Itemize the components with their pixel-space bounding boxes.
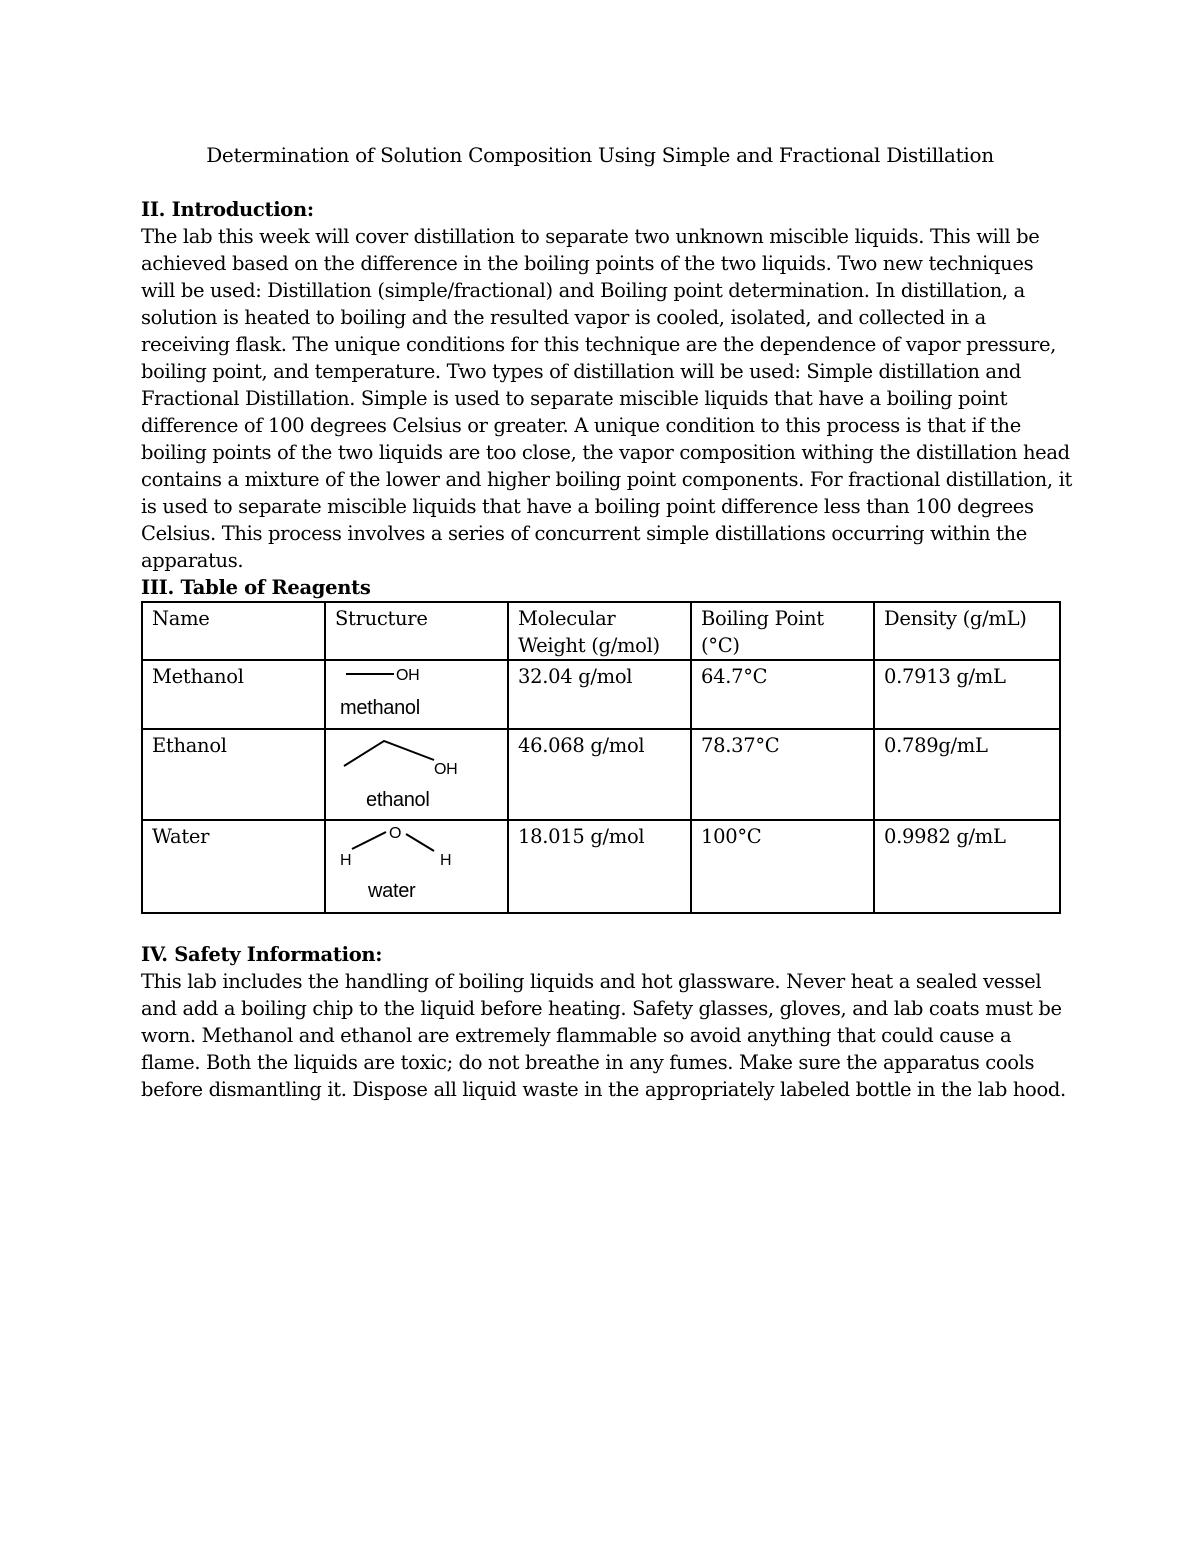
boiling-point: 100°C [691, 820, 874, 913]
boiling-point: 64.7°C [691, 660, 874, 729]
introduction-line: is used to separate miscible liquids that have a boiling point difference less than 100 degrees [141, 495, 1034, 518]
ethanol-structure [326, 730, 507, 812]
document-title: Determination of Solution Composition Using Simple and Fractional Distillation [206, 143, 994, 167]
introduction-line: receiving flask. The unique conditions for this technique are the dependence of vapor pressure, [141, 333, 1056, 356]
column-header: Name [142, 602, 325, 660]
introduction-line: achieved based on the difference in the boiling points of the two liquids. Two new techniques [141, 252, 1034, 275]
methanol-structure [326, 661, 507, 721]
hydroxyl-label: OH [434, 761, 458, 778]
density: 0.9982 g/mL [874, 820, 1060, 913]
column-header: Structure [325, 602, 508, 660]
introduction-line: boiling points of the two liquids are too close, the vapor composition withing the distillation head [141, 441, 1070, 464]
introduction-line: The lab this week will cover distillation to separate two unknown miscible liquids. This will be [141, 225, 1040, 248]
density: 0.7913 g/mL [874, 660, 1060, 729]
introduction-line: solution is heated to boiling and the resulted vapor is cooled, isolated, and collected in a [141, 306, 986, 329]
bond-line [352, 832, 386, 849]
safety-line: and add a boiling chip to the liquid before heating. Safety glasses, gloves, and lab coats must be [141, 997, 1062, 1020]
structure-caption: water [368, 880, 416, 902]
structure-cell [325, 729, 508, 820]
density: 0.789g/mL [874, 729, 1060, 820]
safety-line: This lab includes the handling of boiling liquids and hot glassware. Never heat a sealed vessel [141, 970, 1042, 993]
reagent-name: Methanol [142, 660, 325, 729]
introduction-line: will be used: Distillation (simple/fractional) and Boiling point determination. In distillation, a [141, 279, 1025, 302]
reagent-name: Water [142, 820, 325, 913]
structure-caption: methanol [340, 697, 420, 719]
bond-line [344, 741, 434, 766]
table-row [142, 729, 1060, 820]
hydrogen-label: H [440, 852, 452, 869]
reagents-table [141, 601, 1061, 914]
table-row [142, 660, 1060, 729]
molecular-weight: 46.068 g/mol [508, 729, 691, 820]
introduction-line: apparatus. [141, 549, 244, 572]
introduction-line: contains a mixture of the lower and higher boiling point components. For fractional distillation, it [141, 468, 1072, 491]
reagent-name: Ethanol [142, 729, 325, 820]
introduction-line: Celsius. This process involves a series of concurrent simple distillations occurring within the [141, 522, 1027, 545]
introduction-line: difference of 100 degrees Celsius or greater. A unique condition to this process is that if the [141, 414, 1021, 437]
structure-cell [325, 820, 508, 913]
reagents-heading: III. Table of Reagents [141, 576, 371, 599]
introduction-heading: II. Introduction: [141, 198, 314, 221]
column-header: Boiling Point (°C) [691, 602, 874, 660]
column-header: Density (g/mL) [874, 602, 1060, 660]
introduction-line: Fractional Distillation. Simple is used to separate miscible liquids that have a boiling point [141, 387, 1008, 410]
bond-line [406, 834, 434, 851]
safety-heading: IV. Safety Information: [141, 943, 383, 966]
safety-line: worn. Methanol and ethanol are extremely flammable so avoid anything that could cause a [141, 1024, 1012, 1047]
spacer [141, 914, 1066, 941]
safety-paragraph [141, 968, 1066, 1103]
structure-caption: ethanol [366, 789, 430, 811]
table-row [142, 820, 1060, 913]
boiling-point: 78.37°C [691, 729, 874, 820]
oxygen-label: O [389, 825, 402, 842]
molecular-weight: 32.04 g/mol [508, 660, 691, 729]
hydrogen-label: H [340, 852, 352, 869]
column-header: Molecular Weight (g/mol) [508, 602, 691, 660]
introduction-line: boiling point, and temperature. Two types of distillation will be used: Simple distillation and [141, 360, 1022, 383]
molecular-weight: 18.015 g/mol [508, 820, 691, 913]
safety-line: before dismantling it. Dispose all liquid waste in the appropriately labeled bottle in the lab hood. [141, 1078, 1066, 1101]
introduction-paragraph [141, 223, 1072, 574]
structure-cell [325, 660, 508, 729]
water-structure [326, 821, 507, 905]
hydroxyl-label: OH [396, 667, 420, 684]
table-header-row [142, 602, 1060, 660]
safety-line: flame. Both the liquids are toxic; do not breathe in any fumes. Make sure the apparatus cools [141, 1051, 1035, 1074]
document-body [141, 196, 1072, 1103]
